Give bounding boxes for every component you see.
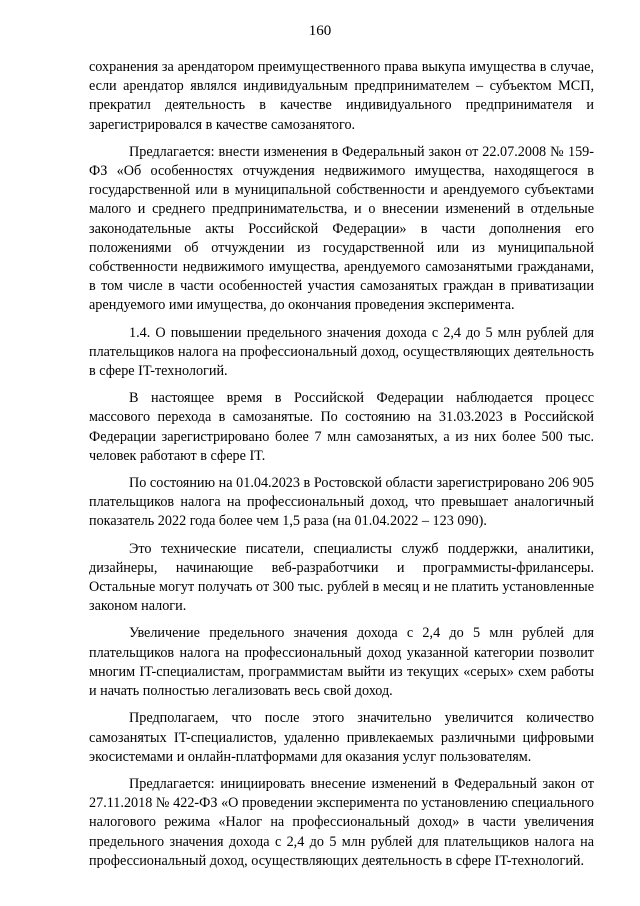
section-heading-1-4: 1.4. О повышении предельного значения дохода с 2,4 до 5 млн рублей для плательщиков налога на профессиональный доход, осуществляющих деятельность в сфере IT-технологий.: [89, 324, 594, 380]
paragraph-mass-transition: В настоящее время в Российской Федерации наблюдается процесс массового перехода в самозанятые. По состоянию на 31.03.2023 в Российской Федерации зарегистрировано более 7 млн самозанятых, а из них более 500 тыс. человек работают в сфере IT.: [89, 390, 594, 464]
page-number: 160: [308, 23, 332, 39]
paragraph-specialists: Это технические писатели, специалисты служб поддержки, аналитики, дизайнеры, начинающие веб-разработчики и программисты-фрилансеры. Остальные могут получать от 300 тыс. рублей в месяц и не платить установленные законом налоги.: [89, 540, 594, 615]
paragraph-assumption: Предполагаем, что после этого значительно увеличится количество самозанятых IT-специалистов, удаленно привлекаемых различными цифровыми экосистемами и онлайн-платформами для оказания услуг пользователям.: [89, 710, 594, 765]
paragraph-proposal-159fz: Предлагается: внести изменения в Федеральный закон от 22.07.2008 № 159-ФЗ «Об особенностях отчуждения недвижимого имущества, находящегося в государственной или в муниципальной собственности и арендуемого субъектами малого и среднего предпринимательства, и о внесении изменений в отдельные законодательные акты Российской Федерации» в части дополнения его положениями об отчуждении из государственной или из муниципальной собственности недвижимого имущества, арендуемого самозанятыми гражданами, в том числе в части особенностей участия самозанятых граждан в приватизации арендуемого ими имущества, до окончания проведения эксперимента.: [89, 143, 594, 314]
paragraph-continuation: сохранения за арендатором преимущественного права выкупа имущества в случае, если арендатор являлся индивидуальным предпринимателем – субъектом МСП, прекратил деятельность в качестве индивидуального предпринимателя и зарегистрировался в качестве самозанятого.: [89, 59, 594, 133]
paragraph-proposal-422fz: Предлагается: инициировать внесение изменений в Федеральный закон от 27.11.2018 № 422-ФЗ «О проведении эксперимента по установлению специального налогового режима «Налог на профессиональный доход» в части увеличения предельного значения дохода с 2,4 до 5 млн рублей для плательщиков налога на профессиональный доход, осуществляющих деятельность в сфере IT-технологий.: [89, 775, 594, 869]
document-body: [89, 58, 594, 879]
paragraph-income-increase: Увеличение предельного значения дохода с 2,4 до 5 млн рублей для плательщиков налога на профессиональный доход указанной категории позволит многим IT-специалистам, программистам выйти из текущих «серых» схем работы и начать полностью легализовать весь свой доход.: [89, 625, 594, 700]
paragraph-rostov-statistics: По состоянию на 01.04.2023 в Ростовской области зарегистрировано 206 905 плательщиков налога на профессиональный доход, что превышает аналогичный показатель 2022 года более чем 1,5 раза (на 01.04.2022 – 123 090).: [89, 475, 594, 530]
